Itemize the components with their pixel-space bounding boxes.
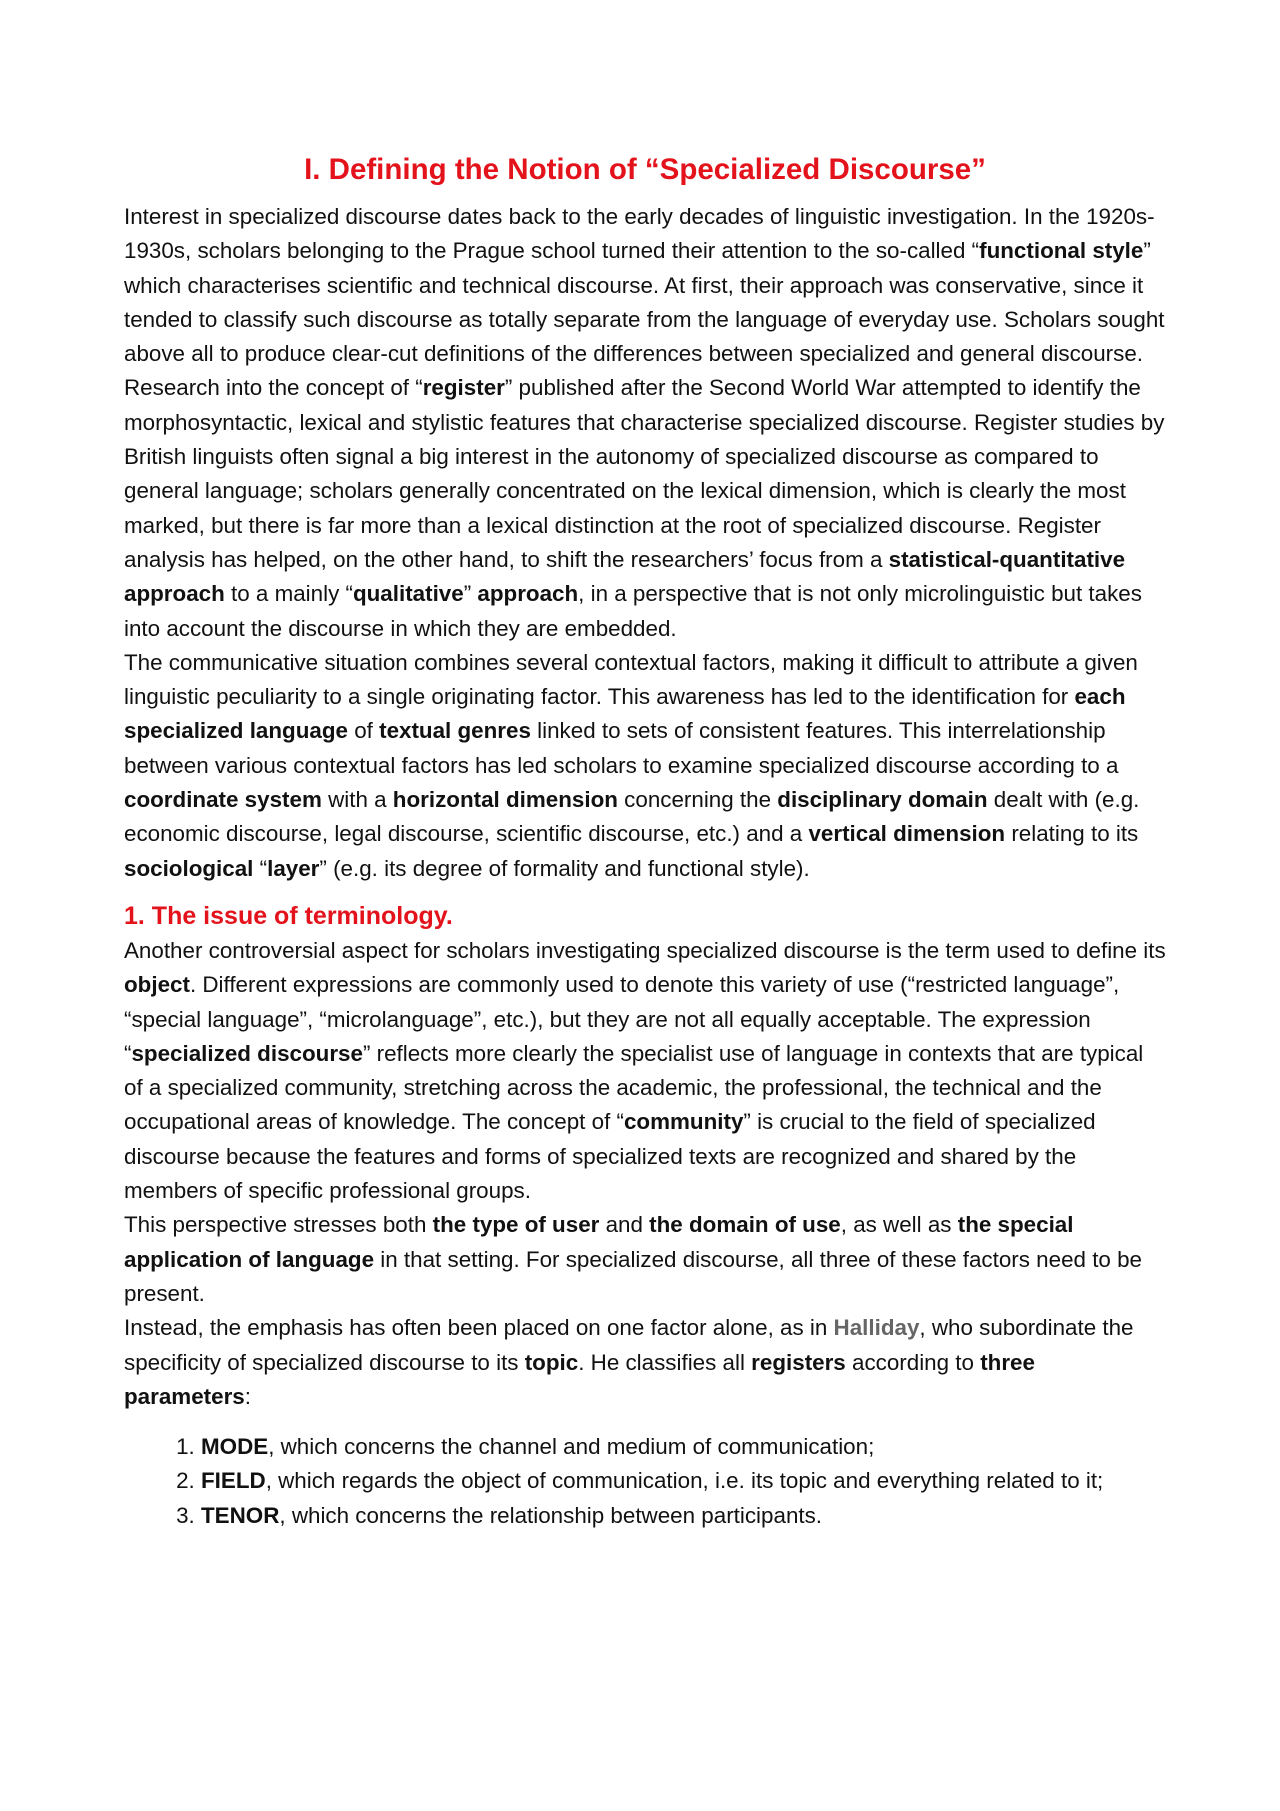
bold-term: coordinate system: [124, 787, 322, 813]
text-run: ” reflects more clearly the specialist use of language in contexts that are typical of a specialized community, stretching across the academic, the professional, the technical and the occupational areas of knowledge. The concept of “: [124, 1040, 1144, 1135]
bold-term: object: [124, 972, 190, 998]
author-name-halliday: Halliday: [833, 1315, 920, 1341]
section-heading-terminology: 1. The issue of terminology.: [124, 901, 453, 930]
bold-term: disciplinary domain: [777, 787, 988, 813]
text-run: and: [599, 1212, 650, 1238]
parameter-description: , which concerns the channel and medium of communication;: [268, 1434, 875, 1460]
bold-term: qualitative: [352, 581, 464, 607]
bold-term: community: [623, 1109, 744, 1135]
parameter-name: FIELD: [201, 1468, 266, 1494]
text-run: with a: [321, 787, 393, 813]
parameter-description: , which regards the object of communication, i.e. its topic and everything related to it;: [265, 1468, 1104, 1494]
paragraph-functional-style: [124, 200, 1166, 371]
text-run: , as well as: [840, 1212, 958, 1238]
paragraph-halliday: [124, 1311, 1166, 1414]
text-run: :: [244, 1383, 251, 1409]
bold-term: textual genres: [379, 718, 531, 744]
list-item-mode: [201, 1430, 1166, 1464]
bold-term: horizontal dimension: [392, 787, 618, 813]
bold-term: statistical-quantitative approach: [124, 546, 1126, 607]
bold-term: topic: [524, 1349, 579, 1375]
bold-term: three parameters: [124, 1349, 1035, 1409]
text-run: Research into the concept of “: [124, 375, 423, 401]
text-run: , in a perspective that is not only microlinguistic but takes into account the discourse in which they are embedded.: [124, 581, 1142, 641]
paragraph-terminology: [124, 934, 1166, 1208]
text-run: “: [253, 855, 268, 881]
text-run: in that setting. For specialized discourse, all three of these factors need to be present.: [124, 1246, 1142, 1306]
text-run: of: [347, 718, 380, 744]
parameter-description: , which concerns the relationship between participants.: [279, 1502, 823, 1528]
text-run: This perspective stresses both: [124, 1212, 433, 1238]
bold-term: the type of user: [432, 1212, 600, 1238]
text-run: ” which characterises scientific and technical discourse. At first, their approach was conservative, since it tended to classify such discourse as totally separate from the language of everyday use. Scholars sought above all to produce clear-cut definitions of the differences between specialized and general discourse.: [124, 238, 1165, 367]
text-run: ” (e.g. its degree of formality and functional style).: [319, 855, 810, 881]
text-run: concerning the: [617, 787, 778, 813]
bold-term: register: [422, 375, 505, 401]
page-title: I. Defining the Notion of “Specialized Discourse”: [304, 153, 986, 186]
text-run: , who subordinate the specificity of specialized discourse to its: [124, 1315, 1134, 1375]
bold-term: each specialized language: [124, 684, 1126, 744]
bold-term: approach: [477, 581, 579, 607]
text-run: Interest in specialized discourse dates back to the early decades of linguistic investigation. In the 1920s-1930s, scholars belonging to the Prague school turned their attention to the so-called “: [124, 204, 1155, 264]
parameter-name: TENOR: [201, 1502, 280, 1528]
bold-term: layer: [267, 855, 320, 881]
text-run: Another controversial aspect for scholars investigating specialized discourse is the term used to define its: [124, 937, 1166, 963]
bold-term: the special application of language: [124, 1212, 1074, 1272]
bold-term: sociological: [124, 855, 254, 881]
bold-term: specialized discourse: [131, 1040, 363, 1066]
bold-term: vertical dimension: [808, 821, 1006, 847]
text-run: Instead, the emphasis has often been placed on one factor alone, as in: [124, 1315, 834, 1341]
text-run: relating to its: [1005, 821, 1139, 847]
text-run: . He classifies all: [578, 1349, 752, 1375]
text-run: ” published after the Second World War attempted to identify the morphosyntactic, lexical and stylistic features that characterise specialized discourse. Register studies by British linguists often signal a big interest in the autonomy of specialized discourse as compared to general language; scholars generally concentrated on the lexical dimension, which is clearly the most marked, but there is far more than a lexical distinction at the root of specialized discourse. Register analysis has helped, on the other hand, to shift the researchers’ focus from a: [124, 375, 1165, 572]
text-run: . Different expressions are commonly used to denote this variety of use (“restricted language”, “special language”, “microlanguage”, etc.), but they are not all equally acceptable. The expression “: [124, 972, 1120, 1066]
text-run: ”: [463, 581, 478, 607]
paragraph-perspective: [124, 1208, 1166, 1311]
text-run: The communicative situation combines several contextual factors, making it difficult to attribute a given linguistic peculiarity to a single originating factor. This awareness has led to the identification for: [124, 649, 1138, 710]
text-run: ” is crucial to the field of specialized discourse because the features and forms of specialized texts are recognized and shared by the members of specific professional groups.: [124, 1109, 1096, 1204]
parameter-name: MODE: [201, 1434, 269, 1460]
bold-term: registers: [751, 1349, 846, 1375]
text-run: linked to sets of consistent features. This interrelationship between various contextual factors has led scholars to examine specialized discourse according to a: [124, 718, 1119, 778]
list-item-tenor: [201, 1499, 1166, 1533]
list-item-field: [201, 1464, 1166, 1498]
bold-term: the domain of use: [649, 1212, 841, 1238]
document-body: [124, 150, 1166, 1533]
text-run: dealt with (e.g. economic discourse, legal discourse, scientific discourse, etc.) and a: [124, 787, 1140, 847]
bold-term: functional style: [979, 238, 1144, 264]
text-run: according to: [845, 1349, 981, 1375]
text-run: to a mainly “: [224, 581, 353, 607]
paragraph-communicative-situation: [124, 646, 1166, 886]
paragraph-register: [124, 371, 1166, 645]
parameters-list: [124, 1430, 1166, 1533]
